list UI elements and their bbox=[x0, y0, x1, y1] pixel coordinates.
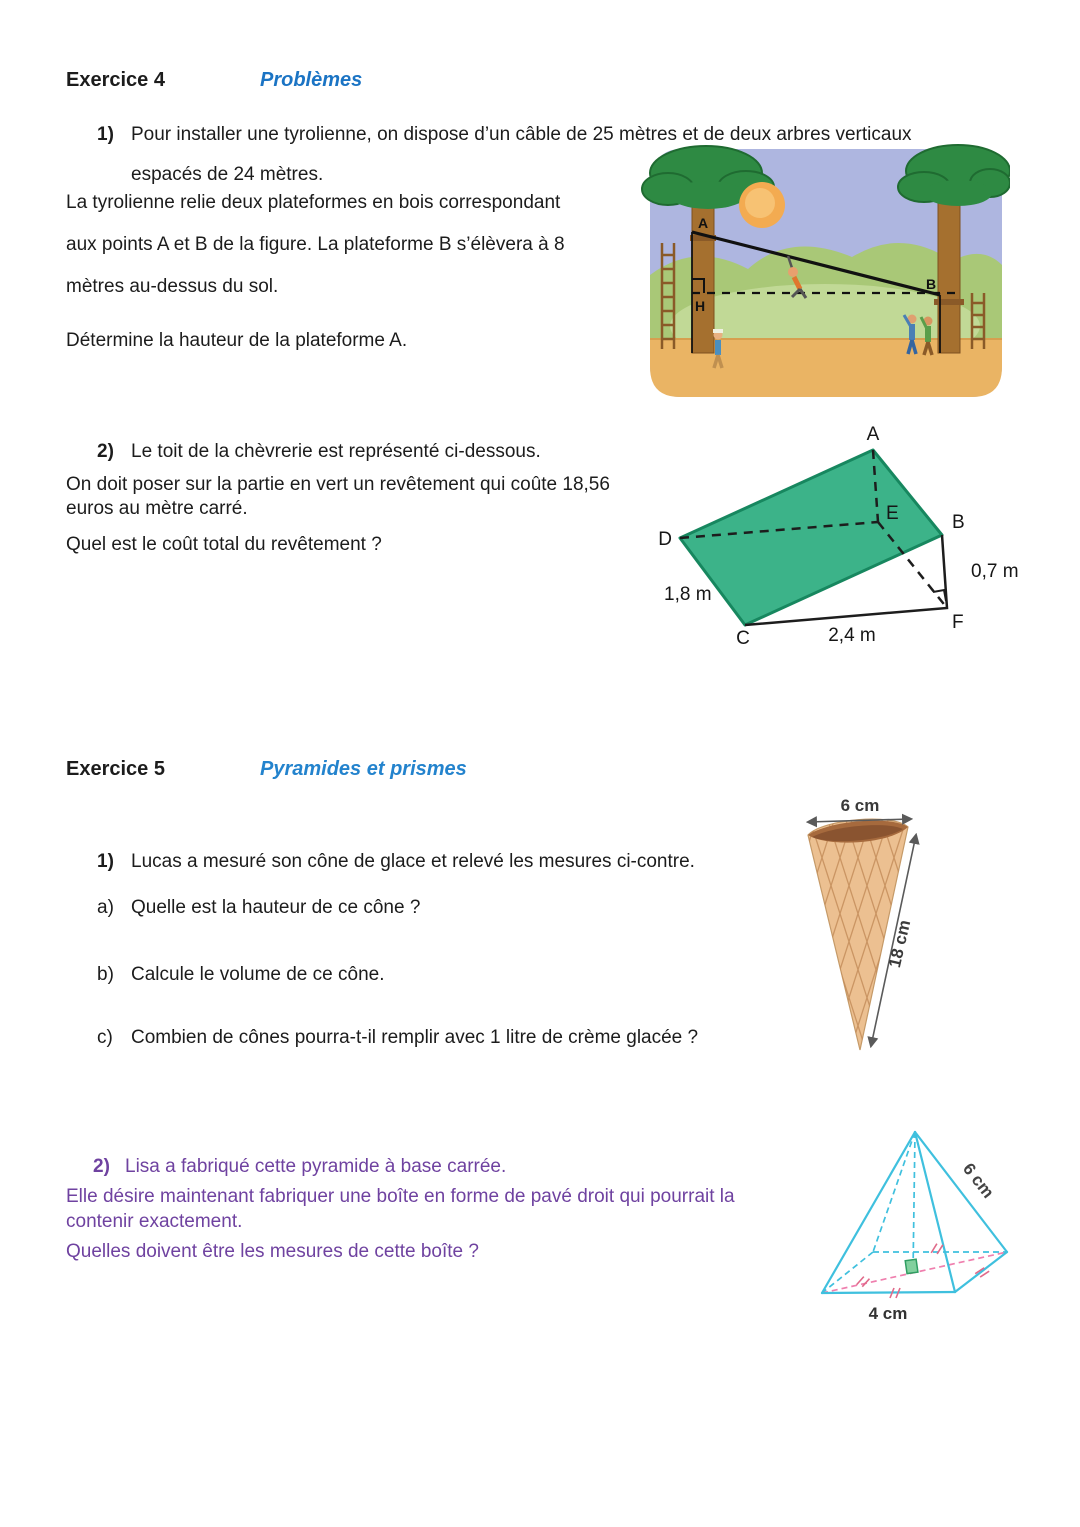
ex4-para2-line1: On doit poser sur la partie en vert un revêtement qui coûte 18,56 bbox=[66, 474, 610, 495]
exercise5-title: Exercice 5 bbox=[66, 758, 165, 780]
ex5-item1-text: Lucas a mesuré son cône de glace et relevé les mesures ci-contre. bbox=[131, 851, 695, 872]
roof-green-face bbox=[680, 450, 942, 625]
exercise4-title: Exercice 4 bbox=[66, 69, 165, 91]
ex4-item1-line2: espacés de 24 mètres. bbox=[131, 164, 324, 185]
exercise5-subtitle: Pyramides et prismes bbox=[260, 758, 467, 780]
ex5-sub-b-text: Calcule le volume de ce cône. bbox=[131, 964, 385, 985]
prism-label-b: B bbox=[952, 512, 965, 533]
ex4-item2-text: Le toit de la chèvrerie est représenté ci-dessous. bbox=[131, 441, 541, 462]
pyramid-dim-base: 4 cm bbox=[868, 1304, 908, 1323]
prism-label-f: F bbox=[952, 612, 964, 633]
zipline-figure bbox=[640, 143, 1010, 405]
sun-icon bbox=[739, 182, 785, 228]
cone-figure bbox=[788, 793, 1003, 1058]
prism-label-d: D bbox=[658, 529, 672, 550]
ex5-item1-number: 1) bbox=[97, 851, 114, 872]
ex5-item2-text: Lisa a fabriqué cette pyramide à base carrée. bbox=[125, 1156, 507, 1177]
zipline-label-a: A bbox=[698, 215, 709, 231]
prism-label-a: A bbox=[866, 424, 880, 445]
ex5-sub-a-text: Quelle est la hauteur de ce cône ? bbox=[131, 897, 421, 918]
pyramid-dim-edge: 6 cm bbox=[958, 1159, 998, 1202]
ex5-sub-a-number: a) bbox=[97, 897, 114, 918]
exercise4-subtitle: Problèmes bbox=[260, 69, 363, 91]
prism-dim-cd: 1,8 m bbox=[664, 584, 712, 605]
ex5-sub-c-number: c) bbox=[97, 1027, 113, 1048]
ex5-item2-number: 2) bbox=[93, 1156, 110, 1177]
ex4-para1-line3: mètres au-dessus du sol. bbox=[66, 276, 279, 297]
ex4-question1: Détermine la hauteur de la plateforme A. bbox=[66, 330, 408, 351]
ex4-para2-line2: euros au mètre carré. bbox=[66, 498, 248, 519]
ex5-question: Quelles doivent être les mesures de cette boîte ? bbox=[66, 1241, 479, 1262]
zipline-label-b: B bbox=[926, 276, 937, 292]
prism-label-c: C bbox=[736, 628, 750, 649]
ex4-item2-number: 2) bbox=[97, 441, 114, 462]
zipline-label-h: H bbox=[695, 298, 706, 314]
prism-figure bbox=[640, 420, 1050, 655]
cone-dim-slant: 18 cm bbox=[884, 918, 915, 970]
height-right-angle-mark bbox=[905, 1259, 918, 1273]
ex4-question2: Quel est le coût total du revêtement ? bbox=[66, 534, 382, 555]
ex5-sub-c-text: Combien de cônes pourra-t-il remplir avec 1 litre de crème glacée ? bbox=[131, 1027, 699, 1048]
prism-dim-bf: 0,7 m bbox=[971, 561, 1019, 582]
prism-label-e: E bbox=[886, 503, 899, 524]
ex5-sub-b-number: b) bbox=[97, 964, 114, 985]
ex4-item1-line1: Pour installer une tyrolienne, on dispose d’un câble de 25 mètres et de deux arbres verticaux bbox=[131, 124, 912, 145]
ex4-para1-line1: La tyrolienne relie deux plateformes en bois correspondant bbox=[66, 192, 561, 213]
cone-dim-diameter: 6 cm bbox=[840, 796, 880, 815]
ex5-para-line1: Elle désire maintenant fabriquer une boîte en forme de pavé droit qui pourrait la bbox=[66, 1186, 735, 1207]
ex4-item1-number: 1) bbox=[97, 124, 114, 145]
ex5-para-line2: contenir exactement. bbox=[66, 1211, 243, 1232]
ex4-para1-line2: aux points A et B de la figure. La plateforme B s’élèvera à 8 bbox=[66, 234, 565, 255]
pyramid-figure bbox=[800, 1112, 1025, 1327]
prism-dim-cf: 2,4 m bbox=[828, 625, 876, 646]
